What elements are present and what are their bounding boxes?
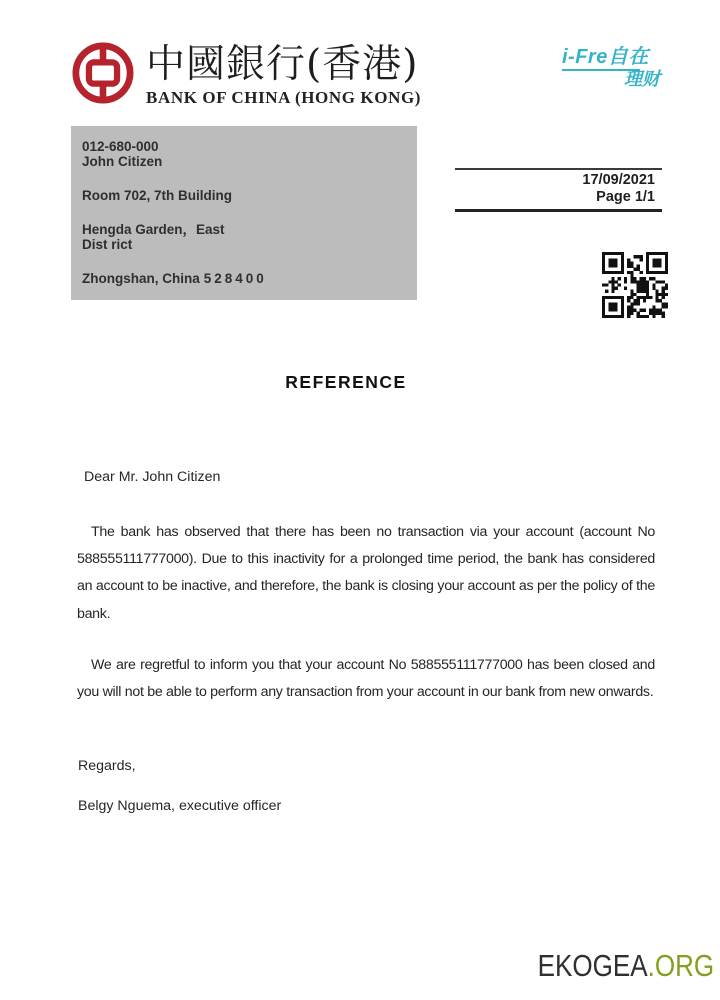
body-paragraph-1: The bank has observed that there has been no transaction via your account (account No 588555111777000). Due to this inactivity for a prolonged time period, the bank has considered an account to be inactive, and therefore, the bank is closing your account as per the policy of the bank. [77, 524, 655, 622]
watermark-name: EKOGEA [537, 948, 648, 983]
date-block [455, 168, 662, 212]
bank-name-block [146, 42, 421, 108]
letter-title: REFERENCE [285, 372, 407, 392]
bank-name-chinese: 中國銀行(香港) [146, 42, 419, 87]
signature-line: Belgy Nguema, executive officer [78, 798, 282, 814]
bank-brand [72, 42, 421, 108]
closing: Regards, [78, 758, 136, 774]
page-number: Page 1/1 [596, 189, 655, 205]
bank-of-china-emblem-icon [72, 42, 134, 104]
recipient-name: John Citizen [82, 154, 163, 169]
body-paragraph-2: We are regretful to inform you that your account No 588555111777000 has been closed and you will not be able to perform any transaction from your account in our bank from new onwards. [77, 657, 655, 701]
ifre-logo-line1: i-Fre自在 [562, 46, 649, 68]
recipient-address-line2: Hengda Garden，East [82, 222, 225, 237]
recipient-address-line3: Dist rict [82, 237, 133, 252]
recipient-city: Zhongshan, China [82, 271, 200, 286]
ekogea-watermark [537, 948, 714, 984]
salutation: Dear Mr. John Citizen [84, 469, 221, 485]
recipient-address-box [71, 126, 417, 300]
recipient-address-line1: Room 702, 7th Building [82, 188, 233, 203]
ifre-logo-line2: 理财 [624, 69, 660, 89]
letter-date: 17/09/2021 [582, 172, 655, 188]
ifre-wealth-logo [562, 46, 662, 89]
recipient-postcode: 528400 [203, 271, 267, 286]
qr-code [602, 252, 668, 318]
recipient-account-number: 012-680-000 [82, 139, 159, 154]
watermark-tld: .ORG [647, 948, 714, 983]
recipient-city-line [82, 271, 417, 286]
bank-name-english: BANK OF CHINA (HONG KONG) [146, 88, 422, 107]
